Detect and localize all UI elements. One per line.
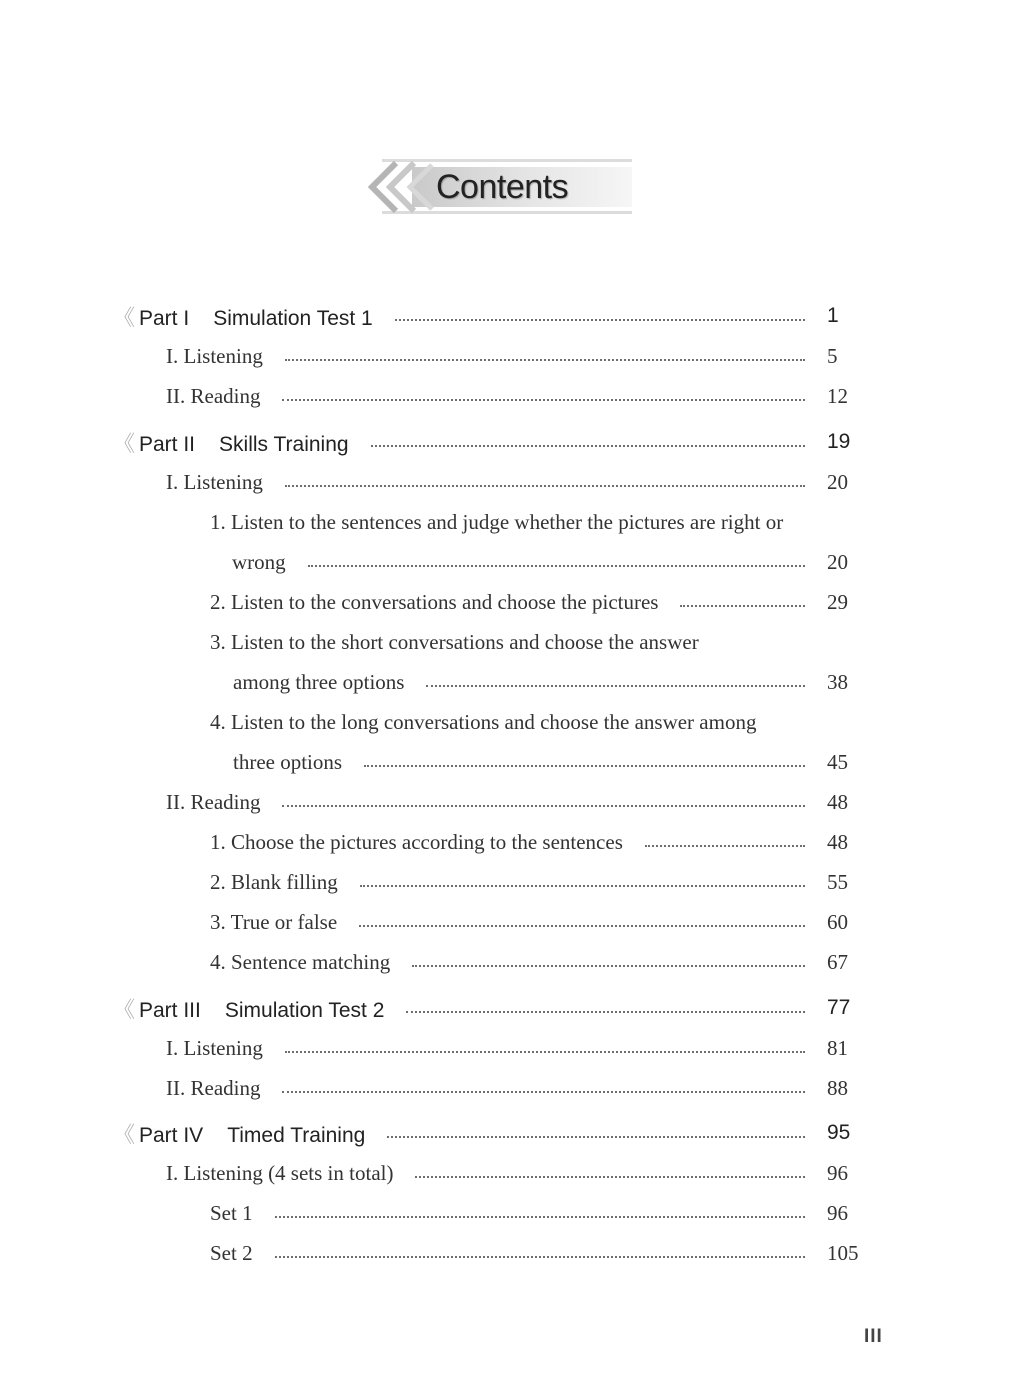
toc-entry[interactable] <box>0 462 1011 502</box>
page-number: 12 <box>827 383 848 408</box>
page-number: 96 <box>827 1160 848 1185</box>
toc-entry[interactable] <box>0 1233 1011 1273</box>
entry-label: 1. Listen to the sentences and judge whether the pictures are right or <box>210 509 784 534</box>
toc-entry-line1[interactable] <box>0 702 1011 742</box>
page-title: Contents <box>436 168 569 206</box>
toc-entry[interactable] <box>0 942 1011 982</box>
part-number: Part III <box>139 998 201 1022</box>
dot-leader <box>406 1011 805 1013</box>
dot-leader <box>285 485 805 487</box>
page-number: 45 <box>827 749 848 774</box>
toc-entry[interactable] <box>0 1068 1011 1108</box>
dot-leader <box>282 399 805 401</box>
entry-label: 2. Listen to the conversations and choose the pictures <box>210 589 659 614</box>
entry-label: II. Reading <box>166 383 261 408</box>
dot-leader <box>364 765 805 767</box>
toc-entry-line1[interactable] <box>0 622 1011 662</box>
entry-label: I. Listening (4 sets in total) <box>166 1160 394 1185</box>
toc-part-3[interactable] <box>0 988 1011 1028</box>
dot-leader <box>359 925 805 927</box>
dot-leader <box>412 965 805 967</box>
page-number: 55 <box>827 869 848 894</box>
toc-entry-line1[interactable] <box>0 502 1011 542</box>
toc-entry[interactable] <box>0 662 1011 702</box>
dot-leader <box>282 1091 805 1093</box>
page-number: 48 <box>827 789 848 814</box>
entry-label: 3. True or false <box>210 909 338 934</box>
chevron-left-icon: 《 <box>113 304 129 330</box>
toc-entry[interactable] <box>0 782 1011 822</box>
dot-leader <box>282 805 805 807</box>
dot-leader <box>371 445 805 447</box>
entry-label: among three options <box>233 669 405 694</box>
contents-banner <box>362 157 632 217</box>
dot-leader <box>275 1256 805 1258</box>
page-number: 48 <box>827 829 848 854</box>
dot-leader <box>395 319 805 321</box>
entry-label: three options <box>233 749 343 774</box>
toc-entry[interactable] <box>0 582 1011 622</box>
entry-label: I. Listening <box>166 1035 263 1060</box>
entry-label: Set 2 <box>210 1240 253 1265</box>
page-number: 1 <box>827 304 839 327</box>
page-number: 96 <box>827 1200 848 1225</box>
entry-label: 4. Listen to the long conversations and choose the answer among <box>210 709 757 734</box>
page-number: 88 <box>827 1075 848 1100</box>
toc-entry[interactable] <box>0 862 1011 902</box>
dot-leader <box>275 1216 805 1218</box>
dot-leader <box>426 685 805 687</box>
toc-entry[interactable] <box>0 742 1011 782</box>
page-number: 81 <box>827 1035 848 1060</box>
part-number: Part IV <box>139 1123 204 1147</box>
entry-label: 4. Sentence matching <box>210 949 391 974</box>
dot-leader <box>360 885 805 887</box>
entry-label: 3. Listen to the short conversations and choose the answer <box>210 629 699 654</box>
dot-leader <box>308 565 805 567</box>
dot-leader <box>387 1136 805 1138</box>
dot-leader <box>680 605 805 607</box>
entry-label: Set 1 <box>210 1200 253 1225</box>
toc-entry[interactable] <box>0 542 1011 582</box>
chevron-left-icon: 《 <box>113 996 129 1022</box>
page-number: 5 <box>827 343 838 368</box>
page-number: 105 <box>827 1240 859 1265</box>
toc-entry[interactable] <box>0 376 1011 416</box>
part-title: Timed Training <box>227 1123 366 1147</box>
page-number: 29 <box>827 589 848 614</box>
dot-leader <box>645 845 805 847</box>
toc-part-1[interactable] <box>0 296 1011 336</box>
dot-leader <box>285 1051 805 1053</box>
chevron-left-icon: 《 <box>113 430 129 456</box>
toc-entry[interactable] <box>0 1028 1011 1068</box>
toc-part-4[interactable] <box>0 1113 1011 1153</box>
entry-label: 2. Blank filling <box>210 869 338 894</box>
chevron-left-icon: 《 <box>113 1121 129 1147</box>
entry-label: II. Reading <box>166 1075 261 1100</box>
part-title: Simulation Test 2 <box>224 998 385 1022</box>
part-title: Skills Training <box>219 432 349 456</box>
footer-page-number: III <box>864 1326 883 1347</box>
toc-entry[interactable] <box>0 336 1011 376</box>
page-number: 77 <box>827 996 851 1019</box>
page-number: 38 <box>827 669 848 694</box>
toc-entry[interactable] <box>0 822 1011 862</box>
toc-entry[interactable] <box>0 1153 1011 1193</box>
dot-leader <box>415 1176 805 1178</box>
part-number: Part II <box>139 432 196 456</box>
toc-part-2[interactable] <box>0 422 1011 462</box>
page-number: 60 <box>827 909 848 934</box>
entry-label: 1. Choose the pictures according to the sentences <box>210 829 623 854</box>
page-number: 67 <box>827 949 848 974</box>
entry-label: I. Listening <box>166 343 263 368</box>
page-number: 20 <box>827 549 848 574</box>
part-number: Part I <box>139 306 190 330</box>
dot-leader <box>285 359 805 361</box>
entry-label: I. Listening <box>166 469 263 494</box>
entry-label: II. Reading <box>166 789 261 814</box>
page-number: 95 <box>827 1121 851 1144</box>
part-title: Simulation Test 1 <box>213 306 373 330</box>
page-number: 20 <box>827 469 848 494</box>
toc-entry[interactable] <box>0 1193 1011 1233</box>
page-number: 19 <box>827 430 851 453</box>
entry-label: wrong <box>232 549 286 574</box>
toc-entry[interactable] <box>0 902 1011 942</box>
